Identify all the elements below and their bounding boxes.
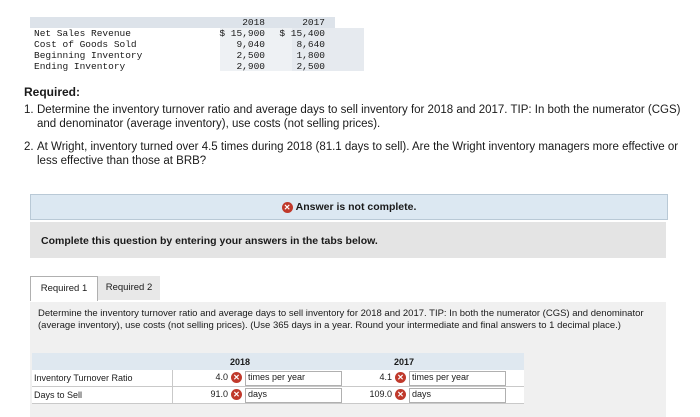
data-row bbox=[30, 28, 335, 39]
row-label: Days to Sell bbox=[34, 390, 83, 400]
tab-bar bbox=[30, 276, 666, 304]
question-text: Determine the inventory turnover ratio and average days to sell inventory for 2018 and 2017. TIP: In both the numerator (CGS) and denominator (average inventory), use costs (not selling prices). bbox=[37, 104, 681, 130]
turnover-2017-input[interactable]: 4.1 bbox=[379, 372, 392, 382]
question-number: 2. bbox=[24, 141, 34, 153]
unit-label: times per year bbox=[412, 372, 470, 382]
required-heading: Required: bbox=[24, 85, 81, 99]
days-2017-input[interactable]: 109.0 bbox=[369, 389, 392, 399]
answer-grid-header bbox=[32, 353, 524, 370]
value-2018: 2,500 bbox=[236, 50, 265, 61]
value-2017: 8,640 bbox=[296, 39, 325, 50]
instruction-bar bbox=[30, 222, 666, 258]
value-2018: 9,040 bbox=[236, 39, 265, 50]
data-row bbox=[30, 39, 335, 50]
answer-status-banner bbox=[30, 194, 668, 220]
grid-year-2017: 2017 bbox=[394, 357, 415, 367]
row-label-cell bbox=[32, 387, 173, 403]
incorrect-x-icon: ✕ bbox=[395, 372, 406, 383]
year-2018-header: 2018 bbox=[242, 17, 265, 28]
incorrect-x-icon: ✕ bbox=[395, 389, 406, 400]
tab-required-1[interactable]: Required 1 bbox=[30, 276, 98, 301]
row-label: Inventory Turnover Ratio bbox=[34, 373, 133, 383]
grid-year-2018: 2018 bbox=[230, 357, 251, 367]
tab-panel bbox=[30, 302, 666, 417]
question-1 bbox=[24, 103, 686, 131]
banner-text: Answer is not complete. bbox=[295, 201, 417, 213]
tab-instructions: Determine the inventory turnover ratio and average days to sell inventory for 2018 and 2017. TIP: In both the numerator (CGS) and denominator (average inventory), use costs (not selling prices). (Use 365 days in a year. Round your intermediate and final answers to 1 decimal place.) bbox=[38, 308, 644, 331]
question-2 bbox=[24, 140, 686, 168]
value-2018: 2,900 bbox=[236, 61, 265, 72]
answer-row-turnover bbox=[32, 370, 524, 387]
complete-prompt: Complete this question by entering your answers in the tabs below. bbox=[41, 235, 378, 247]
unit-label: times per year bbox=[248, 372, 306, 382]
unit-label: days bbox=[248, 389, 268, 399]
row-label: Net Sales Revenue bbox=[34, 28, 131, 39]
row-label: Ending Inventory bbox=[34, 61, 126, 72]
year-2017-header: 2017 bbox=[302, 17, 325, 28]
value-2018: $ 15,900 bbox=[219, 28, 265, 39]
incorrect-x-icon: ✕ bbox=[231, 372, 242, 383]
days-2018-input[interactable]: 91.0 bbox=[210, 389, 228, 399]
row-label-cell bbox=[32, 370, 173, 386]
row-label: Beginning Inventory bbox=[34, 50, 143, 61]
data-row bbox=[30, 50, 335, 61]
data-row bbox=[30, 61, 335, 72]
question-number: 1. bbox=[24, 104, 34, 116]
answer-row-days bbox=[32, 387, 524, 404]
tab-required-2[interactable]: Required 2 bbox=[98, 276, 160, 300]
value-2017: $ 15,400 bbox=[279, 28, 325, 39]
unit-label: days bbox=[412, 389, 432, 399]
question-text: At Wright, inventory turned over 4.5 times during 2018 (81.1 days to sell). Are the Wright inventory managers more effective or less effective than those at BRB? bbox=[37, 141, 679, 167]
row-label: Cost of Goods Sold bbox=[34, 39, 137, 50]
incorrect-x-icon: ✕ bbox=[231, 389, 242, 400]
answer-grid bbox=[32, 353, 524, 402]
value-2017: 1,800 bbox=[296, 50, 325, 61]
turnover-2018-input[interactable]: 4.0 bbox=[215, 372, 228, 382]
error-x-icon: ✕ bbox=[282, 202, 293, 213]
data-table-header bbox=[30, 17, 335, 28]
value-2017: 2,500 bbox=[296, 61, 325, 72]
